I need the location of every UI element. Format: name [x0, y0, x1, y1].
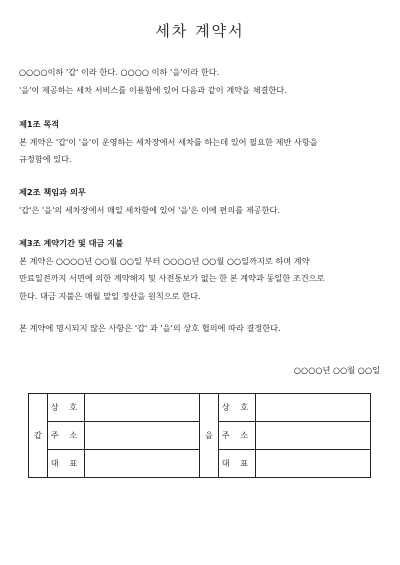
representative-label: 대 표 [48, 450, 85, 478]
closing-paragraph: 본 계약에 명시되지 않은 사항은 '갑' 과 '을'의 상호 협의에 따라 결정한다. [19, 323, 281, 333]
address-label: 주 소 [219, 422, 256, 450]
article-1 [19, 116, 389, 169]
article-2 [19, 184, 389, 219]
representative-label: 대 표 [219, 450, 256, 478]
article-heading: 제3조 계약기간 및 대금 지불 [19, 238, 124, 248]
intro-paragraph [19, 64, 389, 99]
intro-line: '을'이 제공하는 세차 서비스를 이용함에 있어 다음과 같이 계약을 체결한다. [19, 84, 287, 95]
contract-date: ○○○○년 ○○월 ○○일 [293, 365, 380, 375]
party-b-label: 을 [200, 394, 219, 478]
article-heading: 제1조 목적 [19, 119, 60, 129]
table-row [29, 394, 371, 422]
article-heading: 제2조 책임과 의무 [19, 187, 86, 197]
article-line: 한다. 대금 지불은 매월 말일 정산을 원칙으로 한다. [19, 290, 201, 301]
party-b-address-field[interactable] [256, 422, 371, 450]
address-label: 주 소 [48, 422, 85, 450]
article-line: 규정함에 있다. [19, 154, 72, 164]
intro-line: ○○○○이하 '갑' 이라 한다. ○○○○ 이하 '을'이라 한다. [19, 67, 220, 77]
party-a-label: 갑 [29, 394, 48, 478]
article-3 [19, 235, 389, 305]
party-a-address-field[interactable] [85, 422, 200, 450]
party-b-company-field[interactable] [256, 394, 371, 422]
party-b-representative-field[interactable] [256, 450, 371, 478]
party-a-representative-field[interactable] [85, 450, 200, 478]
article-line: '갑'은 '을'의 세차장에서 매일 세차함에 있어 '을'은 이에 편의를 제공한다. [19, 204, 280, 215]
article-line: 만료일전까지 서면에 의한 계약해지 및 사전통보가 없는 한 본 계약과 동일한 조건으로 [19, 273, 325, 283]
company-name-label: 상 호 [219, 394, 256, 422]
article-line: 본 계약은 '갑'이 '을'이 운영하는 세차장에서 세차를 하는데 있어 필요한 제반 사항을 [19, 136, 318, 147]
party-a-company-field[interactable] [85, 394, 200, 422]
company-name-label: 상 호 [48, 394, 85, 422]
article-line: 본 계약은 ○○○○년 ○○월 ○○일 부터 ○○○○년 ○○월 ○○일까지로 하며 계약 [19, 255, 310, 266]
document-title: 세차 계약서 [155, 22, 245, 40]
signature-table [28, 393, 371, 478]
